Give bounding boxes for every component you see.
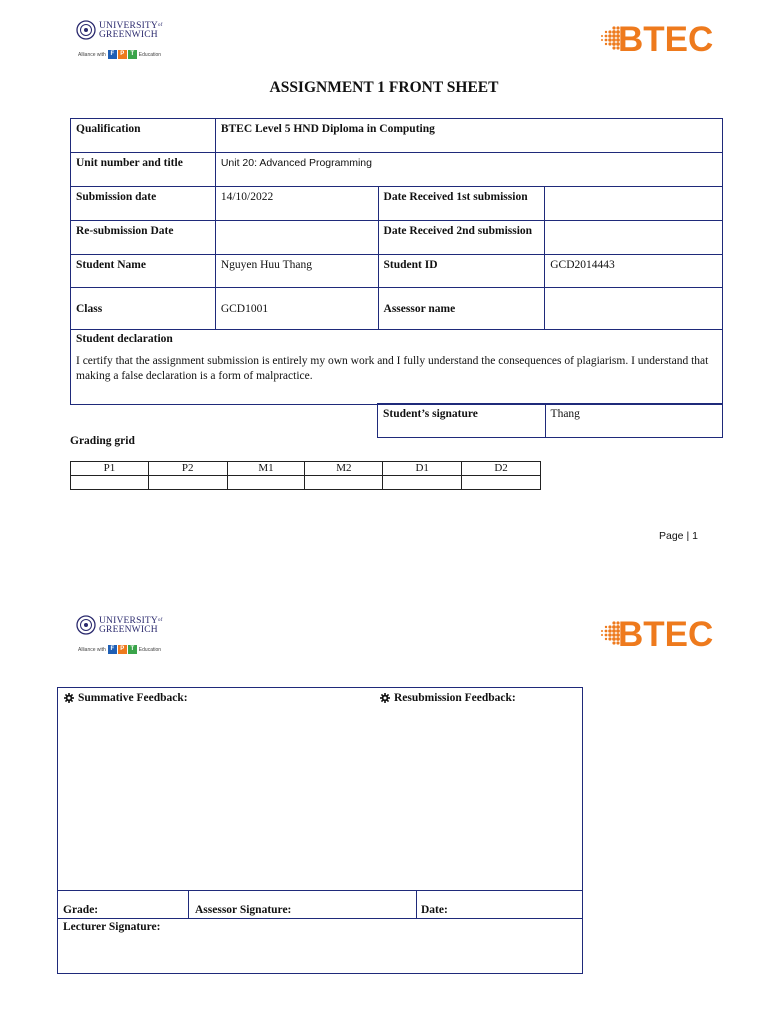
date-label: Date: [421,904,448,916]
fpt-letter: F [108,50,117,59]
submission-date-label: Submission date [71,187,216,221]
date-received-1-label: Date Received 1st submission [378,187,545,221]
fpt-letter: T [128,645,137,654]
crest-icon [76,20,96,40]
grade-cell-m2[interactable] [305,476,383,490]
btec-logo-text: BTEC [618,615,714,654]
tagline-post: Education [138,646,162,653]
student-name-value: Nguyen Huu Thang [215,255,378,288]
tagline-post: Education [138,51,162,58]
logo-tagline [78,645,161,654]
university-of-greenwich-logo [76,615,186,657]
signature-value: Thang [545,404,722,438]
grade-header-d2: D2 [462,462,541,476]
submission-date-value: 14/10/2022 [215,187,378,221]
grading-grid-label: Grading grid [70,435,135,447]
grade-header-m1: M1 [227,462,305,476]
resubmission-feedback-header [380,692,516,704]
grade-header-m2: M2 [305,462,383,476]
divider [416,890,417,918]
resubmission-feedback-label: Resubmission Feedback: [394,692,516,704]
fpt-letter: P [118,50,127,59]
assessor-value[interactable] [545,288,723,330]
date-received-2-label: Date Received 2nd submission [378,221,545,255]
page-number: Page | 1 [659,530,698,542]
fpt-letter: T [128,50,137,59]
summative-feedback-header [64,692,188,704]
feedback-box [57,687,583,974]
fpt-letter: F [108,645,117,654]
resubmission-date-value[interactable] [215,221,378,255]
grading-grid [70,461,541,490]
fpt-letter: P [118,645,127,654]
grade-header-p2: P2 [148,462,227,476]
lecturer-signature-label: Lecturer Signature: [63,921,161,933]
grade-cell-d2[interactable] [462,476,541,490]
university-of-greenwich-logo [76,20,186,62]
gear-icon [380,693,390,703]
grade-cell-m1[interactable] [227,476,305,490]
logo-of: of [158,23,163,28]
class-value: GCD1001 [215,288,378,330]
signature-label: Student’s signature [378,404,546,438]
qualification-value: BTEC Level 5 HND Diploma in Computing [215,119,722,153]
resubmission-date-label: Re-submission Date [71,221,216,255]
logo-line1: UNIVERSITY [99,21,158,31]
btec-dots-icon [600,20,620,60]
assessor-label: Assessor name [378,288,545,330]
tagline-pre: Alliance with [78,646,106,653]
grade-label: Grade: [63,904,99,916]
front-sheet-table [70,118,723,405]
fpt-logo [108,50,137,59]
class-label: Class [71,288,216,330]
btec-logo-text: BTEC [618,20,714,59]
declaration-heading: Student declaration [76,333,173,345]
grade-header-d1: D1 [383,462,462,476]
signature-table [377,403,723,438]
btec-dots-icon [600,615,620,655]
btec-logo [600,615,720,659]
fpt-logo [108,645,137,654]
summative-feedback-label: Summative Feedback: [78,692,188,704]
logo-tagline [78,50,161,59]
logo-of: of [158,618,163,623]
logo-line2: GREENWICH [99,625,158,635]
grade-cell-p2[interactable] [148,476,227,490]
divider [58,890,582,891]
unit-label: Unit number and title [71,153,216,187]
student-id-label: Student ID [378,255,545,288]
declaration-text: I certify that the assignment submission is entirely my own work and I fully understand the consequences of plagiarism. I understand that making a false declaration is a form of malpractice. [76,355,709,382]
page-title: ASSIGNMENT 1 FRONT SHEET [269,79,499,96]
date-received-1-value[interactable] [545,187,723,221]
logo-line2: GREENWICH [99,30,158,40]
feedback-text-area[interactable] [58,710,582,890]
student-name-label: Student Name [71,255,216,288]
declaration-cell [71,330,723,405]
divider [188,890,189,918]
unit-value: Unit 20: Advanced Programming [215,153,722,187]
gear-icon [64,693,74,703]
btec-logo [600,20,720,64]
grade-cell-p1[interactable] [71,476,149,490]
grade-cell-d1[interactable] [383,476,462,490]
assessor-signature-label: Assessor Signature: [195,904,292,916]
logo-line1: UNIVERSITY [99,616,158,626]
grade-header-p1: P1 [71,462,149,476]
crest-icon [76,615,96,635]
divider [58,918,582,919]
tagline-pre: Alliance with [78,51,106,58]
date-received-2-value[interactable] [545,221,723,255]
qualification-label: Qualification [71,119,216,153]
student-id-value: GCD2014443 [545,255,723,288]
